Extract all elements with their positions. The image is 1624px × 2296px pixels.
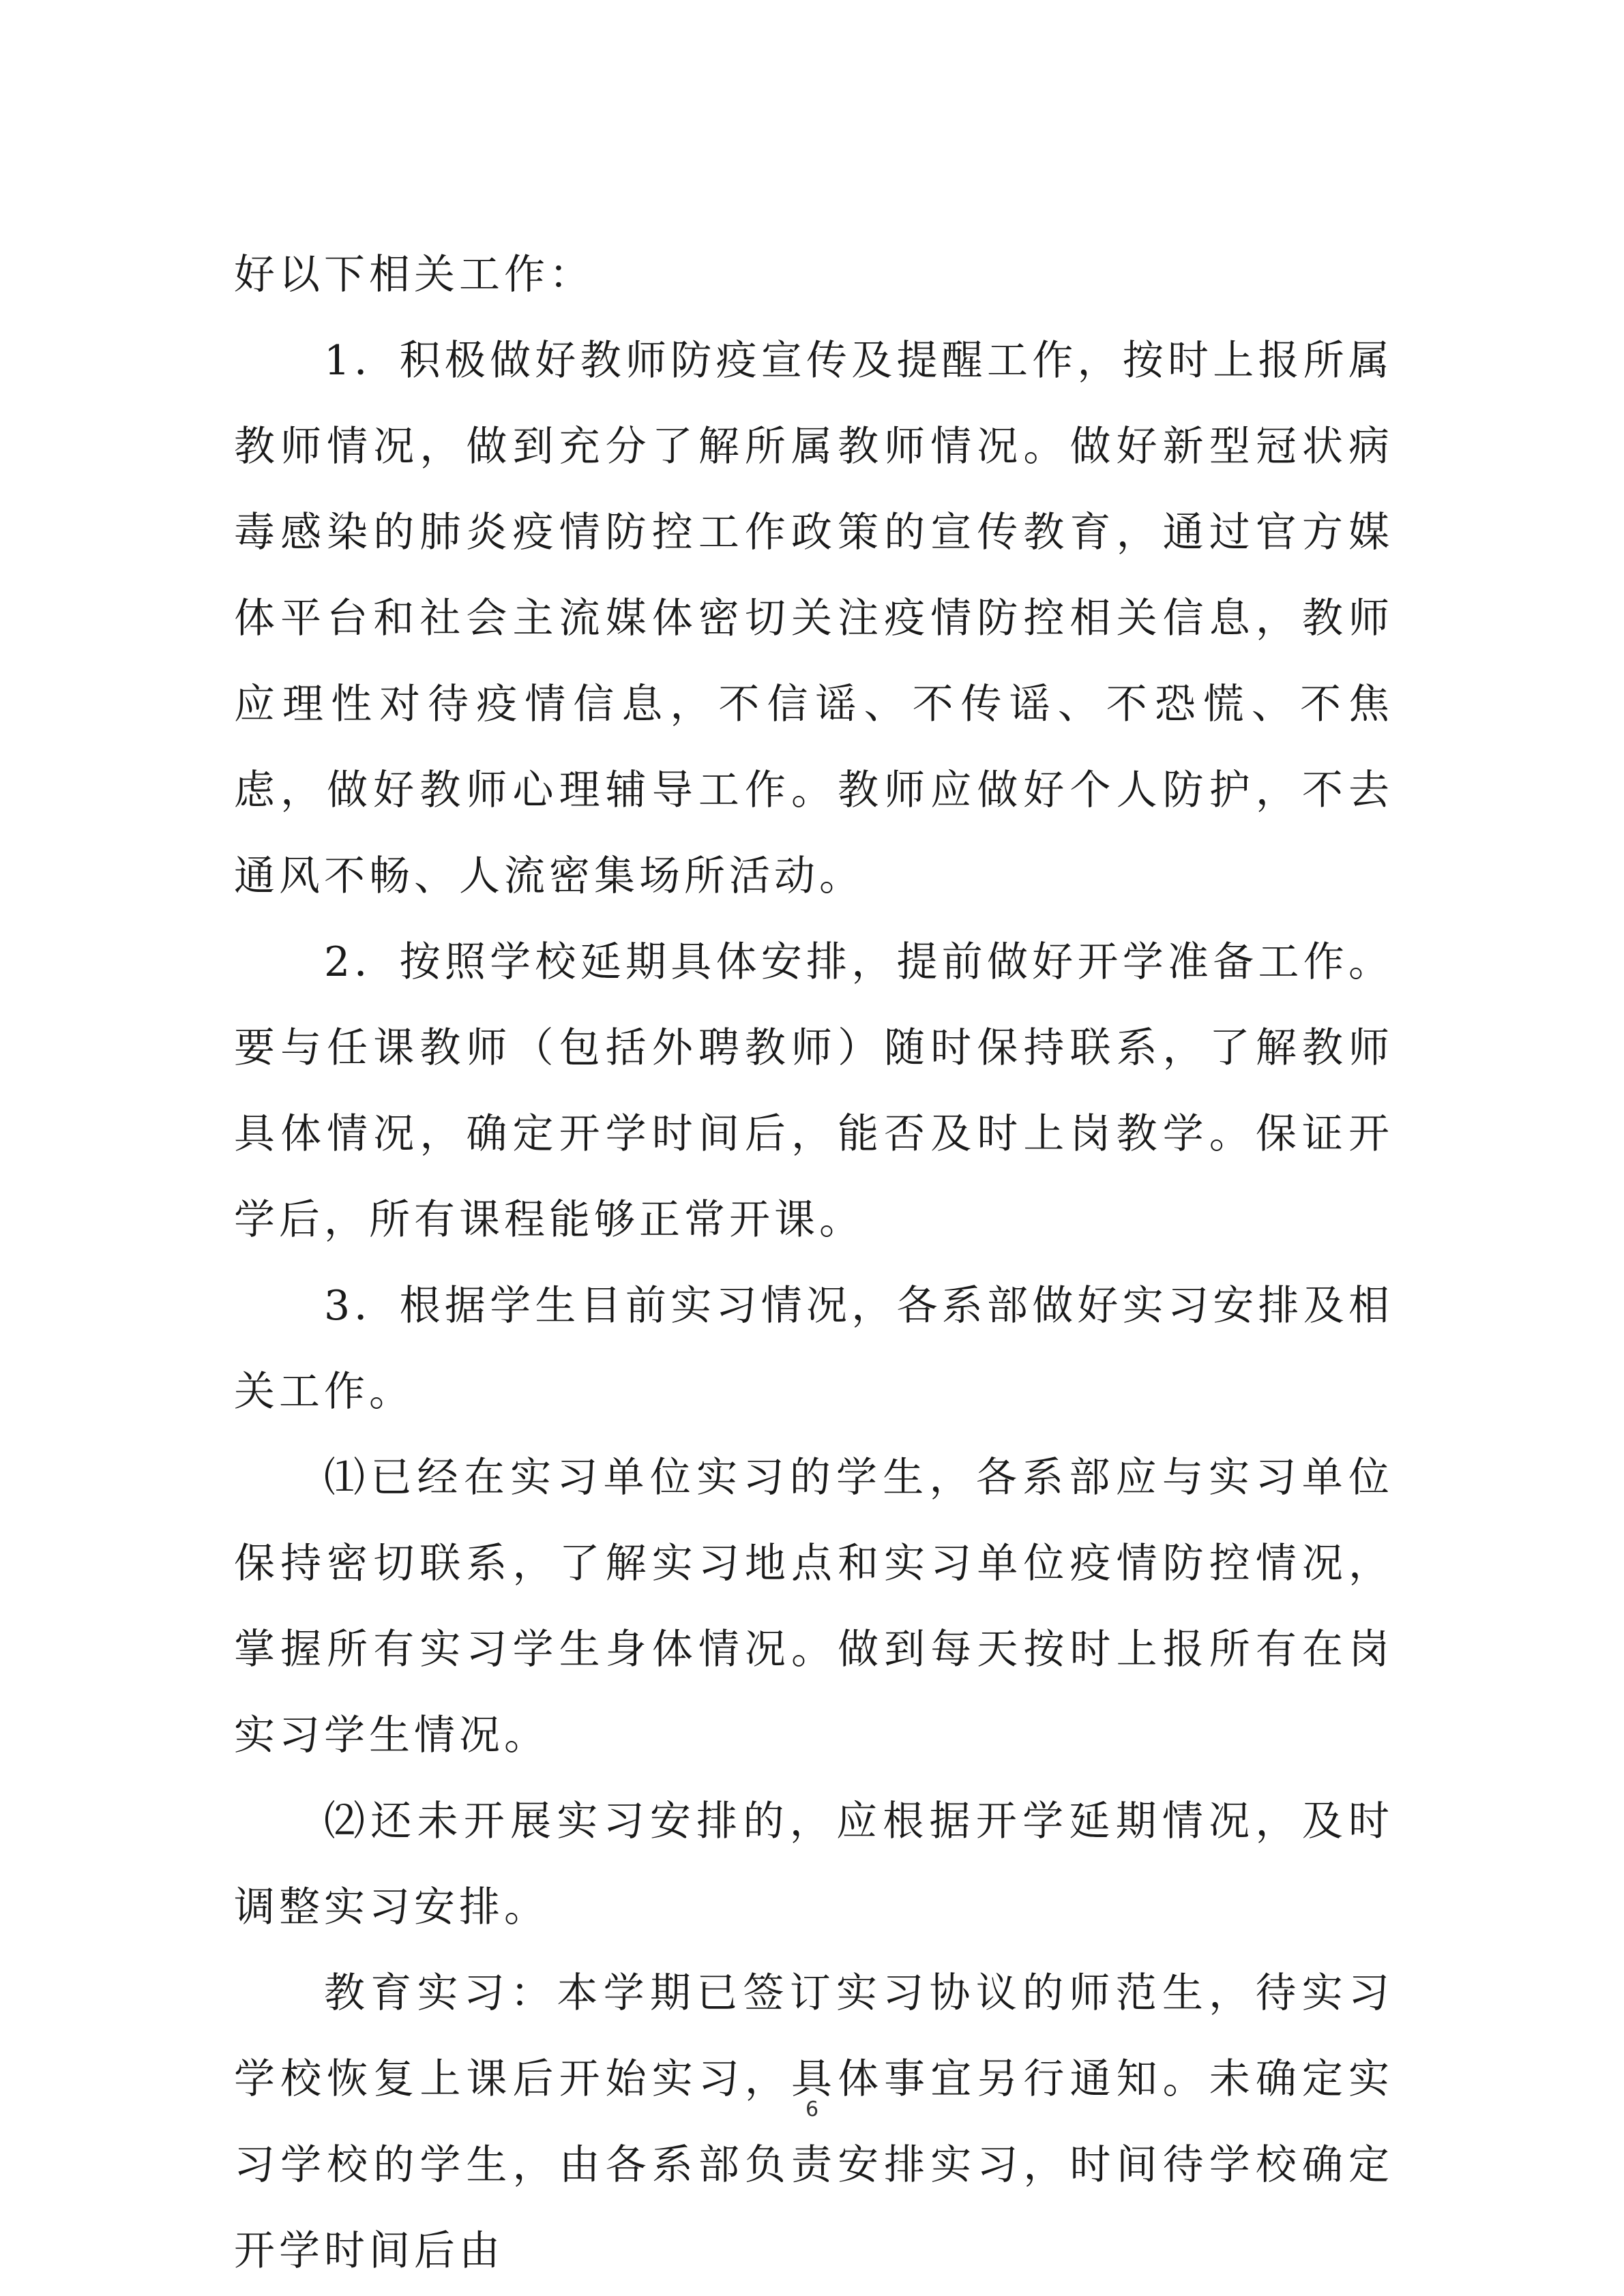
paragraph-item-2: 2．按照学校延期具体安排，提前做好开学准备工作。要与任课教师（包括外聘教师）随时保持联系，了解教师具体情况，确定开学时间后，能否及时上岗教学。保证开学后，所有课程能够正常开课。: [234, 938, 1393, 1244]
paragraph-subitem-1: ⑴已经在实习单位实习的学生，各系部应与实习单位保持密切联系，了解实习地点和实习单位疫情防控情况，掌握所有实习学生身体情况。做到每天按时上报所有在岗实习学生情况。: [234, 1454, 1393, 1759]
paragraph-continuation: 好以下相关工作：: [234, 251, 594, 299]
paragraph-education-internship: 教育实习：本学期已签订实习协议的师范生，待实习学校恢复上课后开始实习，具体事宜另行通知。未确定实习学校的学生，由各系部负责安排实习，时间待学校确定开学时间后由: [234, 1969, 1393, 2275]
paragraph-subitem-2: ⑵还未开展实习安排的，应根据开学延期情况，及时调整实习安排。: [234, 1798, 1393, 1931]
paragraph-item-3: 3．根据学生目前实习情况，各系部做好实习安排及相关工作。: [234, 1282, 1393, 1416]
paragraph-item-1: 1．积极做好教师防疫宣传及提醒工作，按时上报所属教师情况，做到充分了解所属教师情况。做好新型冠状病毒感染的肺炎疫情防控工作政策的宣传教育，通过官方媒体平台和社会主流媒体密切关注疫情防控相关信息，教师应理性对待疫情信息，不信谣、不传谣、不恐慌、不焦虑，做好教师心理辅导工作。教师应做好个人防护，不去通风不畅、人流密集场所活动。: [234, 337, 1393, 900]
page-number: 6: [805, 2098, 819, 2121]
document-body: [234, 232, 1393, 2294]
